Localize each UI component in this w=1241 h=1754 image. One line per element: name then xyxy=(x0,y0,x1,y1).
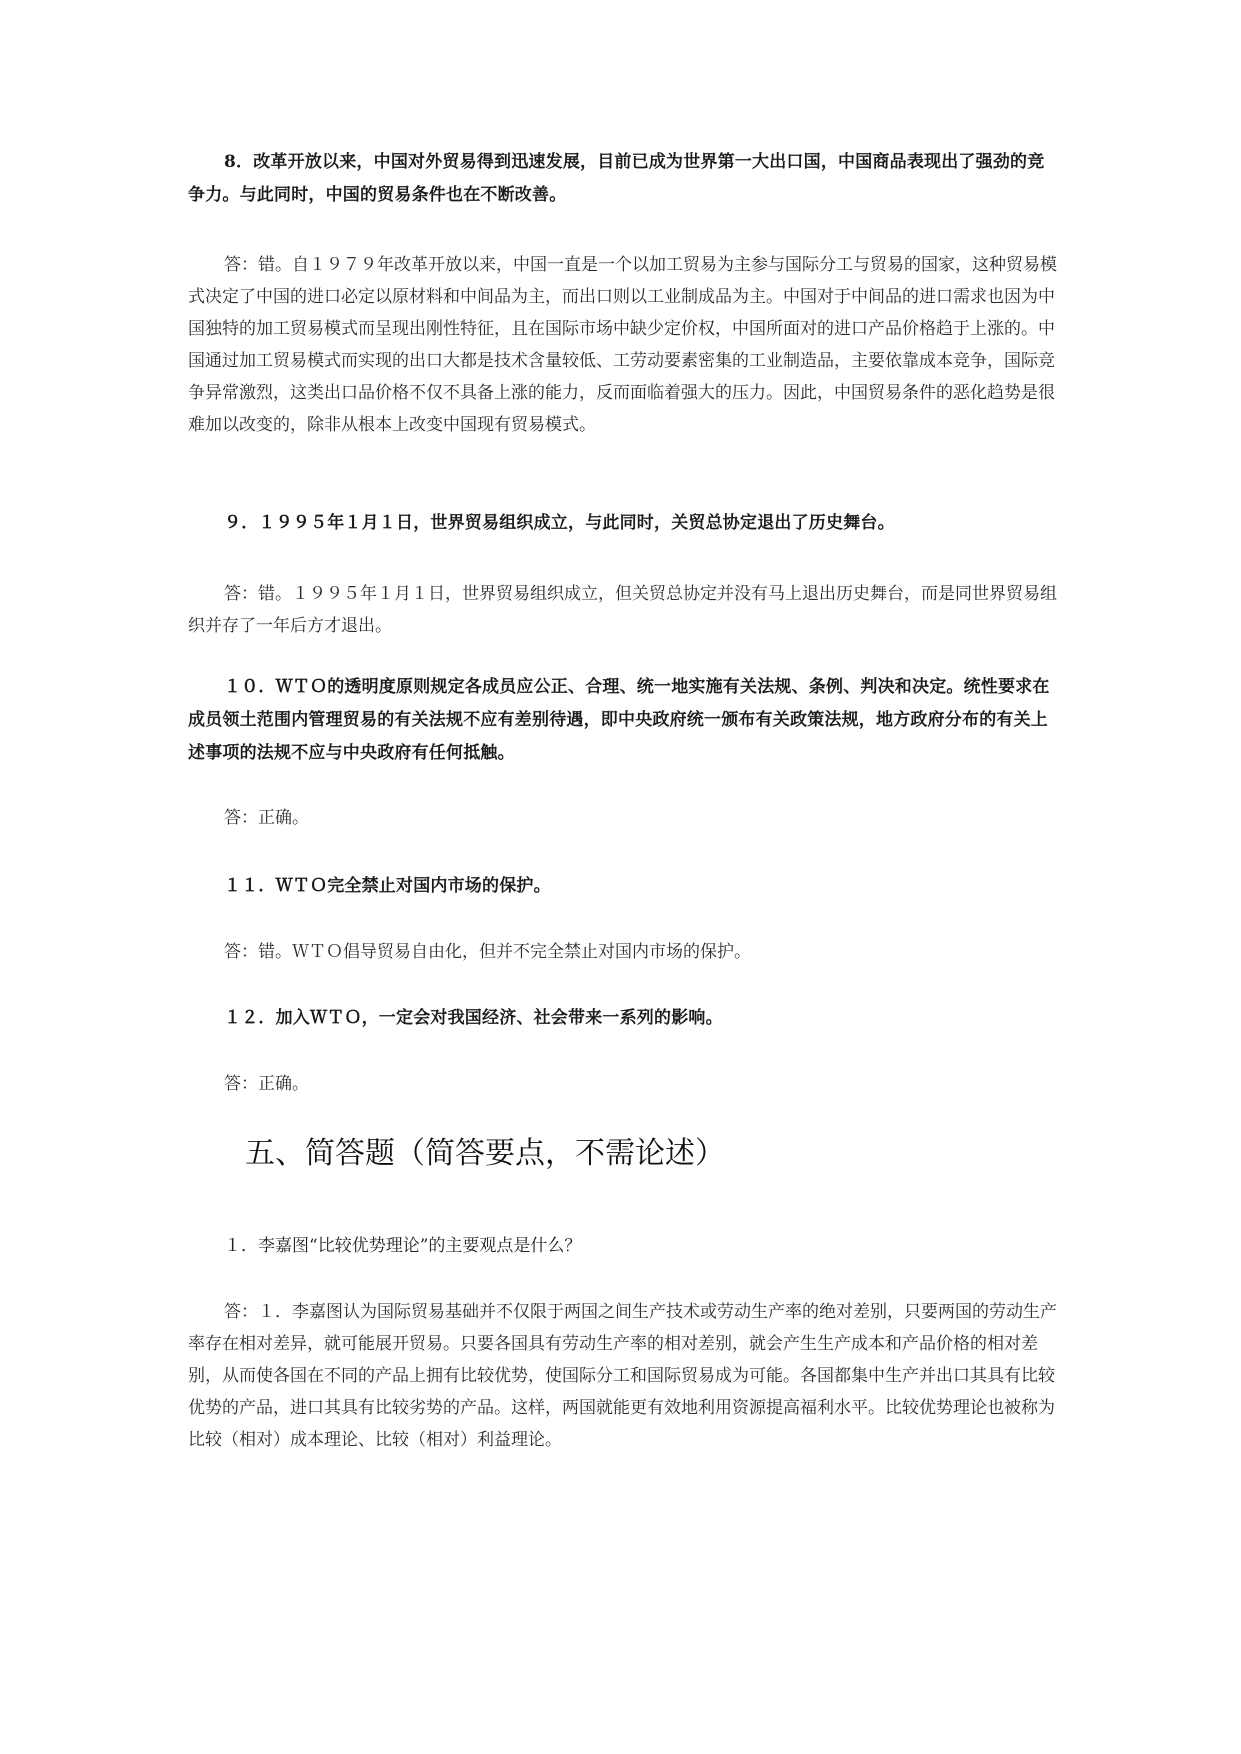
answer-10: 答：正确。 xyxy=(224,808,309,828)
short-question-1: １．李嘉图“比较优势理论”的主要观点是什么？ xyxy=(224,1236,582,1256)
short-answer-1: 答：１．李嘉图认为国际贸易基础并不仅限于两国之间生产技术或劳动生产率的绝对差别，只要两国的劳动生产率存在相对差异，就可能展开贸易。只要各国具有劳动生产率的相对差别，就会产生生产成本和产品价格的相对差别，从而使各国在不同的产品上拥有比较优势，使国际分工和国际贸易成为可能。各国都集中生产并出口其具有比较优势的产品，进口其具有比较劣势的产品。这样，两国就能更有效地利用资源提高福利水平。比较优势理论也被称为比较（相对）成本理论、比较（相对）利益理论。 xyxy=(188,1302,1057,1450)
question-9: ９．１９９５年１月１日，世界贸易组织成立，与此同时，关贸总协定退出了历史舞台。 xyxy=(224,513,895,533)
answer-8: 答：错。自１９７９年改革开放以来，中国一直是一个以加工贸易为主参与国际分工与贸易的国家，这种贸易模式决定了中国的进口必定以原材料和中间品为主，而出口则以工业制成品为主。中国对于中间品的进口需求也因为中国独特的加工贸易模式而呈现出刚性特征，且在国际市场中缺少定价权，中国所面对的进口产品价格趋于上涨的。中国通过加工贸易模式而实现的出口大都是技术含量较低、工劳动要素密集的工业制造品，主要依靠成本竞争，国际竞争异常激烈，这类出口品价格不仅不具备上涨的能力，反而面临着强大的压力。因此，中国贸易条件的恶化趋势是很难加以改变的，除非从根本上改变中国现有贸易模式。 xyxy=(188,255,1057,435)
question-8: 8．改革开放以来，中国对外贸易得到迅速发展，目前已成为世界第一大出口国，中国商品表现出了强劲的竞争力。与此同时，中国的贸易条件也在不断改善。 xyxy=(188,152,1045,205)
question-10: １０．ＷＴＯ的透明度原则规定各成员应公正、合理、统一地实施有关法规、条例、判决和决定。统性要求在成员领土范围内管理贸易的有关法规不应有差别待遇，即中央政府统一颁布有关政策法规，地方政府分布的有关上述事项的法规不应与中央政府有任何抵触。 xyxy=(188,677,1050,763)
answer-9: 答：错。１９９５年１月１日，世界贸易组织成立，但关贸总协定并没有马上退出历史舞台，而是同世界贸易组织并存了一年后方才退出。 xyxy=(188,584,1057,636)
answer-11: 答：错。ＷＴＯ倡导贸易自由化，但并不完全禁止对国内市场的保护。 xyxy=(224,942,751,962)
section-heading: 五、简答题（简答要点，不需论述） xyxy=(245,1136,725,1171)
answer-12: 答：正确。 xyxy=(224,1074,309,1094)
question-12: １２．加入ＷＴＯ，一定会对我国经济、社会带来一系列的影响。 xyxy=(224,1008,723,1028)
question-11: １１．ＷＴＯ完全禁止对国内市场的保护。 xyxy=(224,876,551,896)
